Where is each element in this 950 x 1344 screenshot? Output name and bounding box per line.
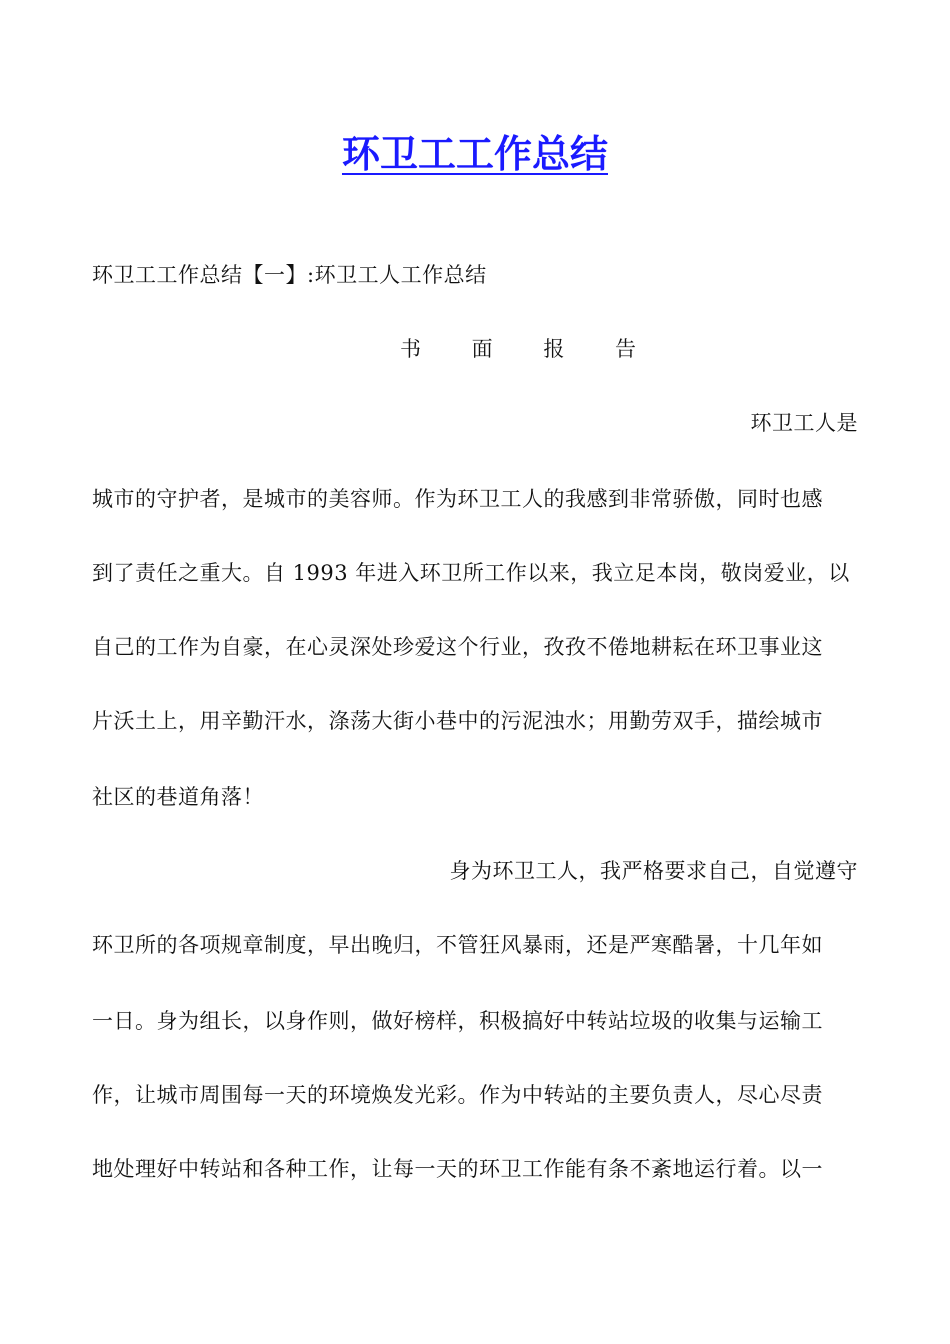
- paragraph-line: 片沃土上，用辛勤汗水，涤荡大街小巷中的污泥浊水；用勤劳双手，描绘城市: [92, 709, 823, 733]
- paragraph-line: 一日。身为组长，以身作则，做好榜样，积极搞好中转站垃圾的收集与运输工: [92, 1009, 823, 1033]
- paragraph-line: 社区的巷道角落！: [92, 785, 264, 809]
- paragraph-line: 身为环卫工人，我严格要求自己，自觉遵守: [449, 859, 858, 883]
- document-title: [0, 128, 950, 180]
- paragraph-line: 环卫所的各项规章制度，早出晚归，不管狂风暴雨，还是严寒酷暑，十几年如: [92, 933, 823, 957]
- section-heading: 环卫工工作总结【一】:环卫工人工作总结: [92, 263, 487, 287]
- paragraph-line: 到了责任之重大。自 1993 年进入环卫所工作以来，我立足本岗，敬岗爱业，以: [92, 561, 850, 585]
- paragraph-line: 自己的工作为自豪，在心灵深处珍爱这个行业，孜孜不倦地耕耘在环卫事业这: [92, 635, 823, 659]
- paragraph-line: 环卫工人是: [750, 411, 858, 435]
- report-heading: 书 面 报 告: [399, 337, 659, 361]
- paragraph-line: 地处理好中转站和各种工作，让每一天的环卫工作能有条不紊地运行着。以一: [92, 1157, 823, 1181]
- paragraph-line: 城市的守护者，是城市的美容师。作为环卫工人的我感到非常骄傲，同时也感: [92, 487, 823, 511]
- paragraph-line: 作，让城市周围每一天的环境焕发光彩。作为中转站的主要负责人，尽心尽责: [92, 1083, 823, 1107]
- title-link[interactable]: 环卫工工作总结: [341, 132, 608, 176]
